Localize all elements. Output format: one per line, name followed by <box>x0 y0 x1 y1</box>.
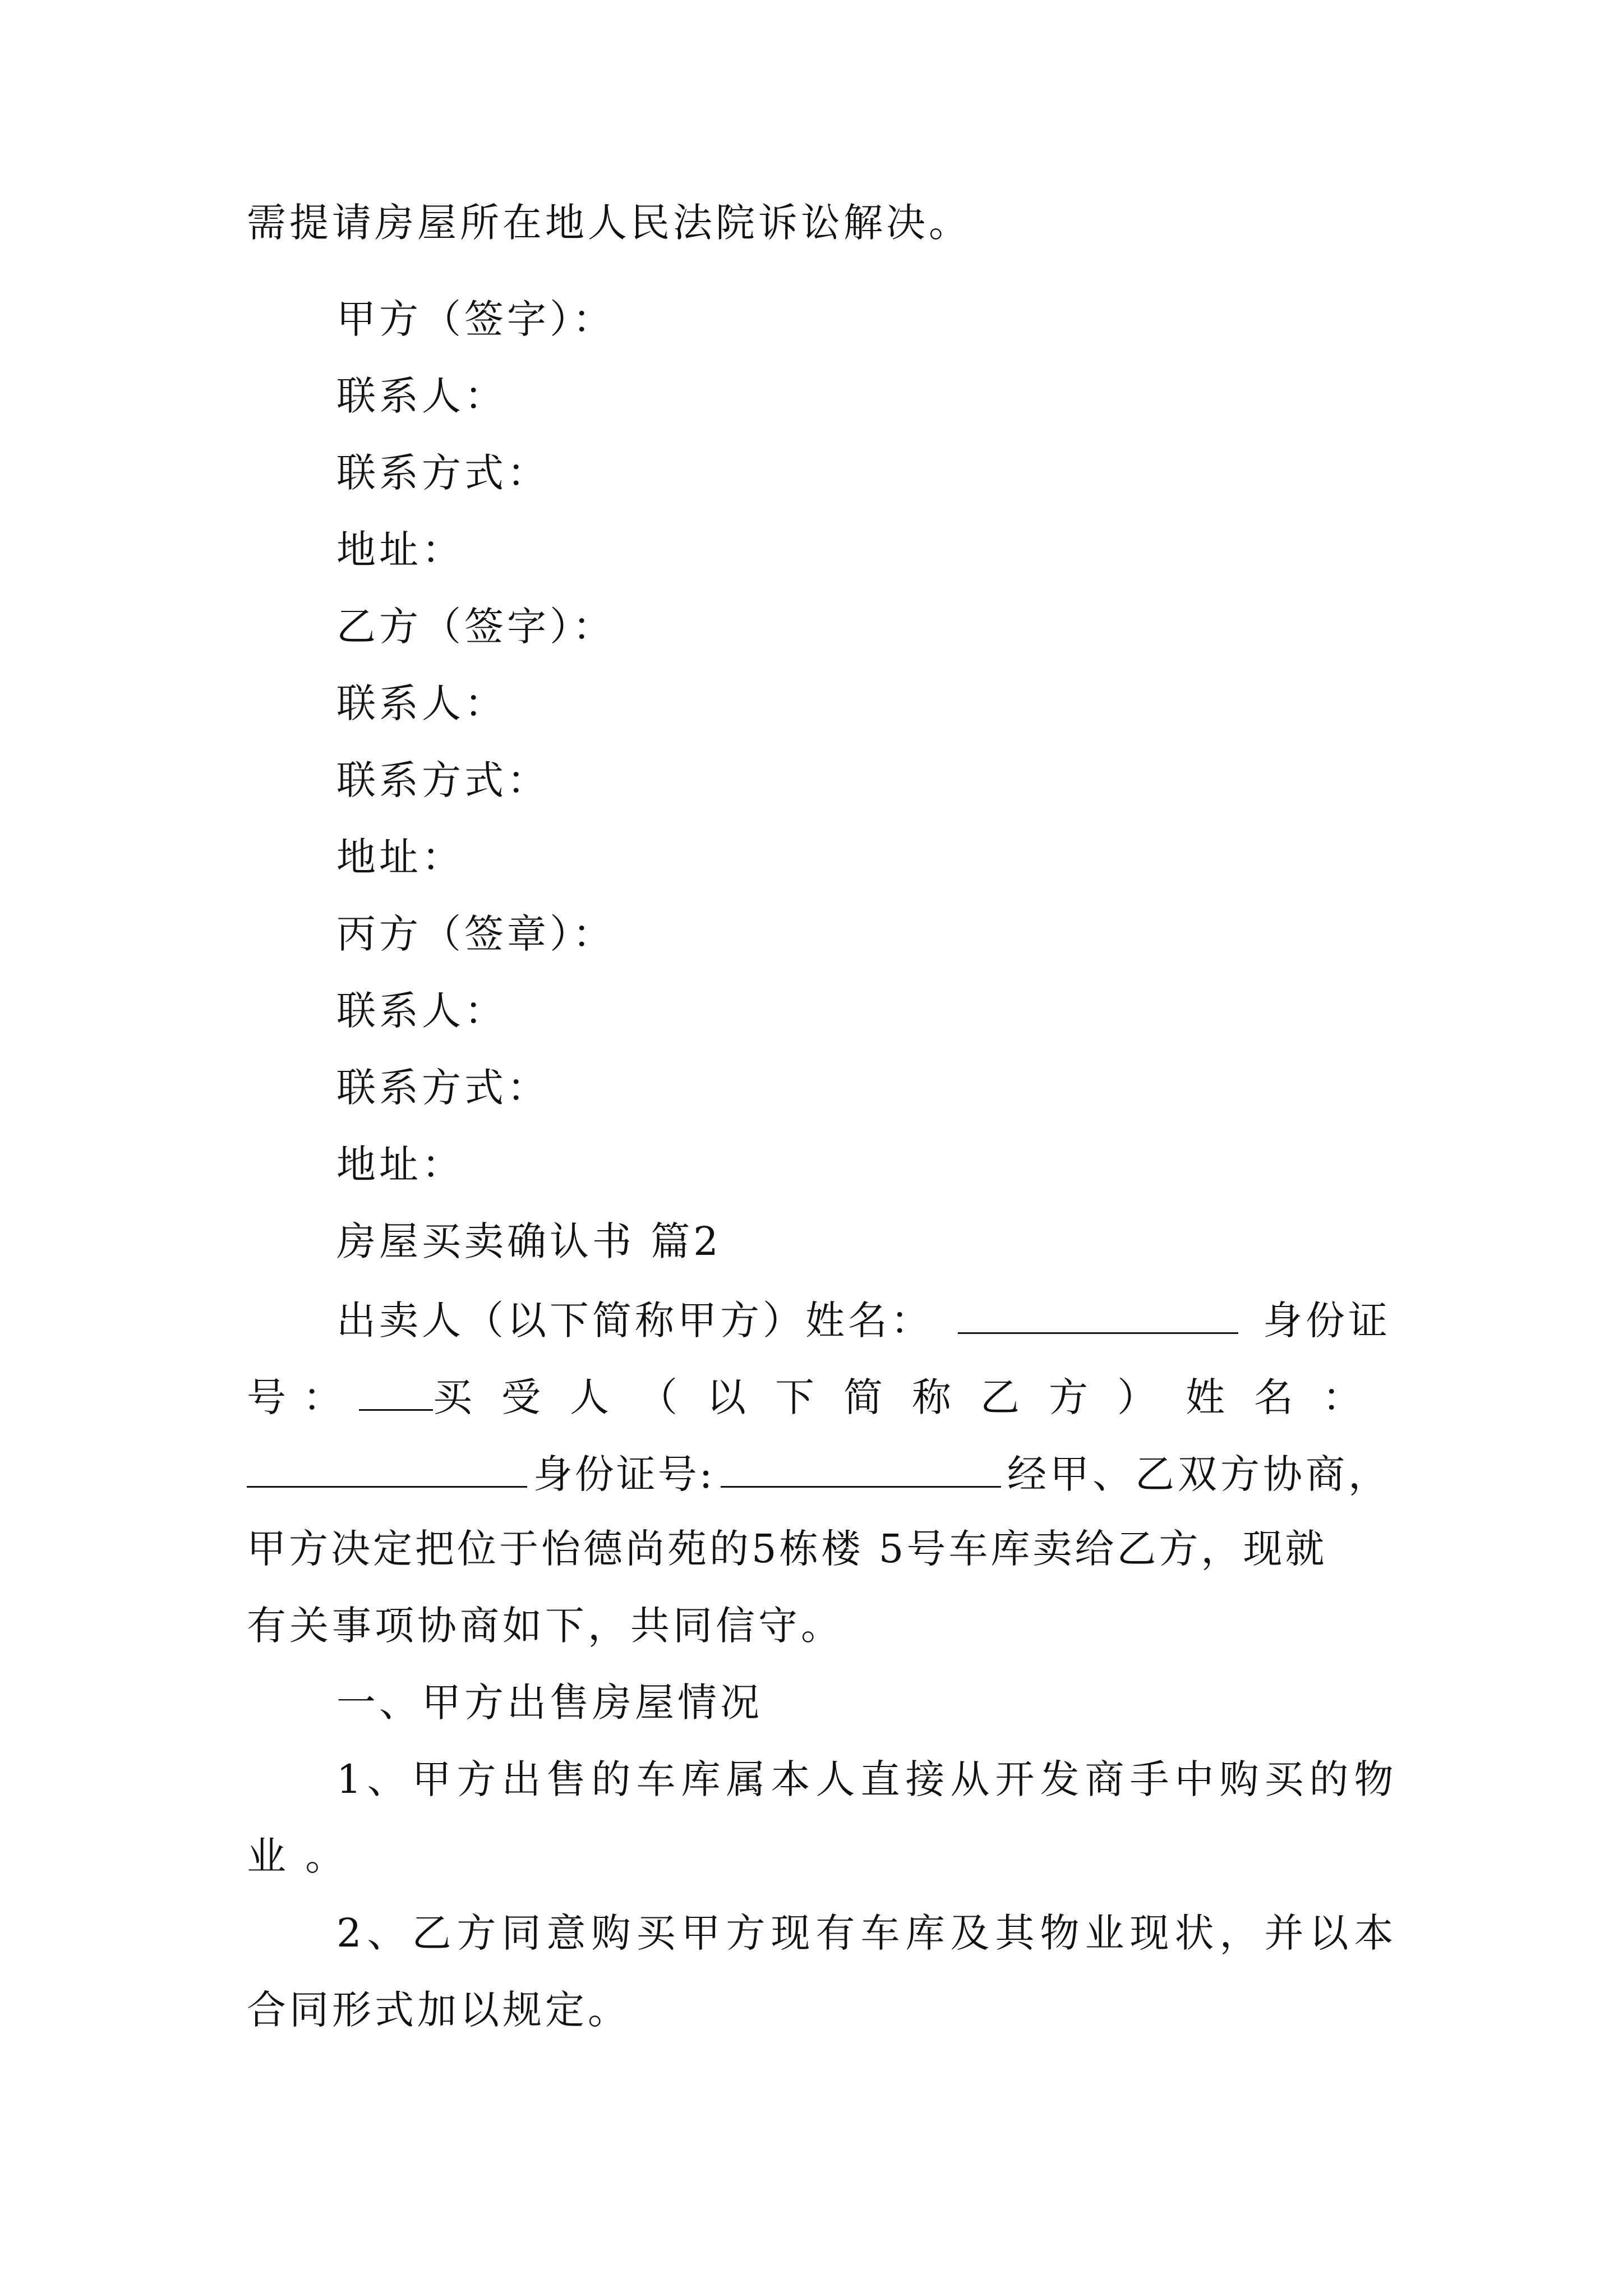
party-a-contact-label: 联系人： <box>336 373 507 419</box>
section-heading: 房屋买卖确认书 篇2 <box>336 1218 722 1264</box>
text-line: 甲方决定把位于怡德尚苑的5栋楼 5号车库卖给乙方，现就 <box>247 1526 1327 1572</box>
buyer-label: 买受人（以下简称乙方）姓名： <box>433 1374 1391 1420</box>
seller-name-blank <box>958 1293 1238 1334</box>
agreement-text: 经甲、乙双方协商， <box>1007 1451 1391 1497</box>
seller-label: 出卖人（以下简称甲方）姓名： <box>336 1297 933 1343</box>
buyer-id-label: 身份证号: <box>533 1451 715 1497</box>
subsection-heading: 一、甲方出售房屋情况 <box>336 1680 763 1726</box>
text-line: 合同形式加以规定。 <box>247 1987 630 2033</box>
party-a-contact-method-label: 联系方式： <box>336 450 550 496</box>
id-label-part1: 身份证 <box>1263 1297 1391 1343</box>
buyer-name-blank <box>247 1447 527 1488</box>
party-c-address-label: 地址： <box>336 1142 464 1188</box>
party-c-contact-label: 联系人： <box>336 988 507 1034</box>
party-b-contact-label: 联系人： <box>336 680 507 726</box>
party-a-address-label: 地址： <box>336 527 464 573</box>
party-b-contact-method-label: 联系方式： <box>336 757 550 803</box>
party-a-signature-label: 甲方（签字）： <box>336 296 615 342</box>
party-c-contact-method-label: 联系方式： <box>336 1065 550 1111</box>
text-line: 有关事项协商如下，共同信守。 <box>247 1603 843 1649</box>
party-b-address-label: 地址： <box>336 834 464 880</box>
party-b-signature-label: 乙方（签字）： <box>336 604 615 650</box>
buyer-id-line <box>247 1447 1391 1499</box>
buyer-line <box>247 1370 1391 1423</box>
seller-line <box>336 1293 1391 1346</box>
buyer-id-blank <box>721 1447 1001 1488</box>
seller-id-blank <box>359 1370 433 1411</box>
text-line: 需提请房屋所在地人民法院诉讼解决。 <box>247 200 971 246</box>
party-c-signature-label: 丙方（签章）： <box>336 911 615 957</box>
text-line: 1、甲方出售的车库属本人直接从开发商手中购买的物 <box>336 1756 1399 1802</box>
text-line: 2、乙方同意购买甲方现有车库及其物业现状，并以本 <box>336 1910 1399 1956</box>
id-label-part2: 号： <box>247 1374 359 1420</box>
text-line: 业 。 <box>247 1833 348 1879</box>
